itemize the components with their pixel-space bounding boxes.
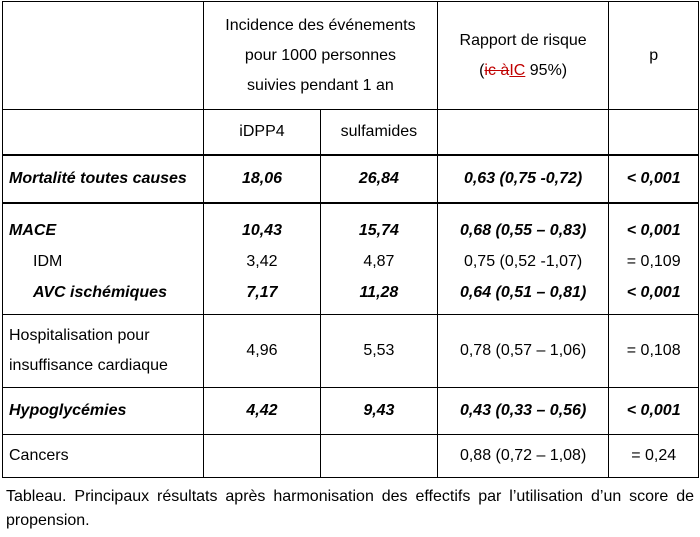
table-caption: Tableau. Principaux résultats après harmonisation des effectifs par l’utilisation d’un score de propension. <box>6 488 694 529</box>
table-row <box>3 435 699 478</box>
hazard-ratio-value: 0,63 (0,75 -0,72) <box>437 155 609 203</box>
header-row-2 <box>3 110 699 156</box>
idpp4-value: 4,42 <box>204 388 321 435</box>
idpp4-value: 18,06 <box>204 155 321 203</box>
header-empty-cell-2 <box>3 110 204 156</box>
header-row-1 <box>3 2 699 110</box>
p-header: p <box>609 2 699 110</box>
p-value: = 0,109 <box>609 246 699 278</box>
table-row <box>3 246 699 278</box>
idpp4-value: 10,43 <box>204 203 321 246</box>
hazard-ratio-value: 0,68 (0,55 – 0,83) <box>437 203 609 246</box>
sulfamides-value <box>320 435 437 478</box>
p-value: < 0,001 <box>609 278 699 315</box>
hazard-ratio-value: 0,64 (0,51 – 0,81) <box>437 278 609 315</box>
incidence-header-line-3: suivies pendant 1 an <box>247 76 394 94</box>
tracked-deletion: ic à <box>484 61 510 79</box>
sulfamides-value: 4,87 <box>320 246 437 278</box>
header-empty-cell-4 <box>609 110 699 156</box>
sulfamides-header: sulfamides <box>320 110 437 156</box>
p-value: < 0,001 <box>609 155 699 203</box>
header-empty-cell-3 <box>437 110 609 156</box>
sulfamides-value: 5,53 <box>320 315 437 388</box>
row-label: Mortalité toutes causes <box>3 155 204 203</box>
row-label: Hypoglycémies <box>3 388 204 435</box>
idpp4-value: 4,96 <box>204 315 321 388</box>
row-label-line-1: Hospitalisation pour <box>9 327 150 344</box>
hazard-ratio-header <box>437 2 609 110</box>
header-empty-cell <box>3 2 204 110</box>
table-row <box>3 315 699 388</box>
sulfamides-value: 15,74 <box>320 203 437 246</box>
row-label-line-2: insuffisance cardiaque <box>9 357 168 374</box>
idpp4-header: iDPP4 <box>204 110 321 156</box>
table-row <box>3 155 699 203</box>
p-value: = 0,24 <box>609 435 699 478</box>
row-label <box>3 315 204 388</box>
row-label: AVC ischémiques <box>3 278 204 315</box>
hazard-ratio-value: 0,78 (0,57 – 1,06) <box>437 315 609 388</box>
table-row <box>3 388 699 435</box>
table-row <box>3 203 699 246</box>
hr-close: 95%) <box>525 61 568 79</box>
idpp4-value <box>204 435 321 478</box>
hr-open-paren: ( <box>479 61 485 79</box>
tracked-insertion: IC <box>509 61 526 79</box>
row-label: IDM <box>3 246 204 278</box>
p-value: < 0,001 <box>609 388 699 435</box>
table-row <box>3 278 699 315</box>
row-label: MACE <box>3 203 204 246</box>
sulfamides-value: 9,43 <box>320 388 437 435</box>
hazard-ratio-value: 0,88 (0,72 – 1,08) <box>437 435 609 478</box>
sulfamides-value: 11,28 <box>320 278 437 315</box>
results-table <box>2 1 699 478</box>
incidence-header-line-1: Incidence des événements <box>225 16 416 34</box>
row-label: Cancers <box>3 435 204 478</box>
idpp4-value: 7,17 <box>204 278 321 315</box>
sulfamides-value: 26,84 <box>320 155 437 203</box>
hazard-ratio-value: 0,75 (0,52 -1,07) <box>437 246 609 278</box>
incidence-header-line-2: pour 1000 personnes <box>244 46 397 64</box>
hazard-ratio-header-line-2 <box>444 56 603 86</box>
idpp4-value: 3,42 <box>204 246 321 278</box>
p-value: = 0,108 <box>609 315 699 388</box>
hazard-ratio-header-line-1: Rapport de risque <box>459 31 587 49</box>
hazard-ratio-value: 0,43 (0,33 – 0,56) <box>437 388 609 435</box>
p-value: < 0,001 <box>609 203 699 246</box>
incidence-header <box>204 2 438 110</box>
